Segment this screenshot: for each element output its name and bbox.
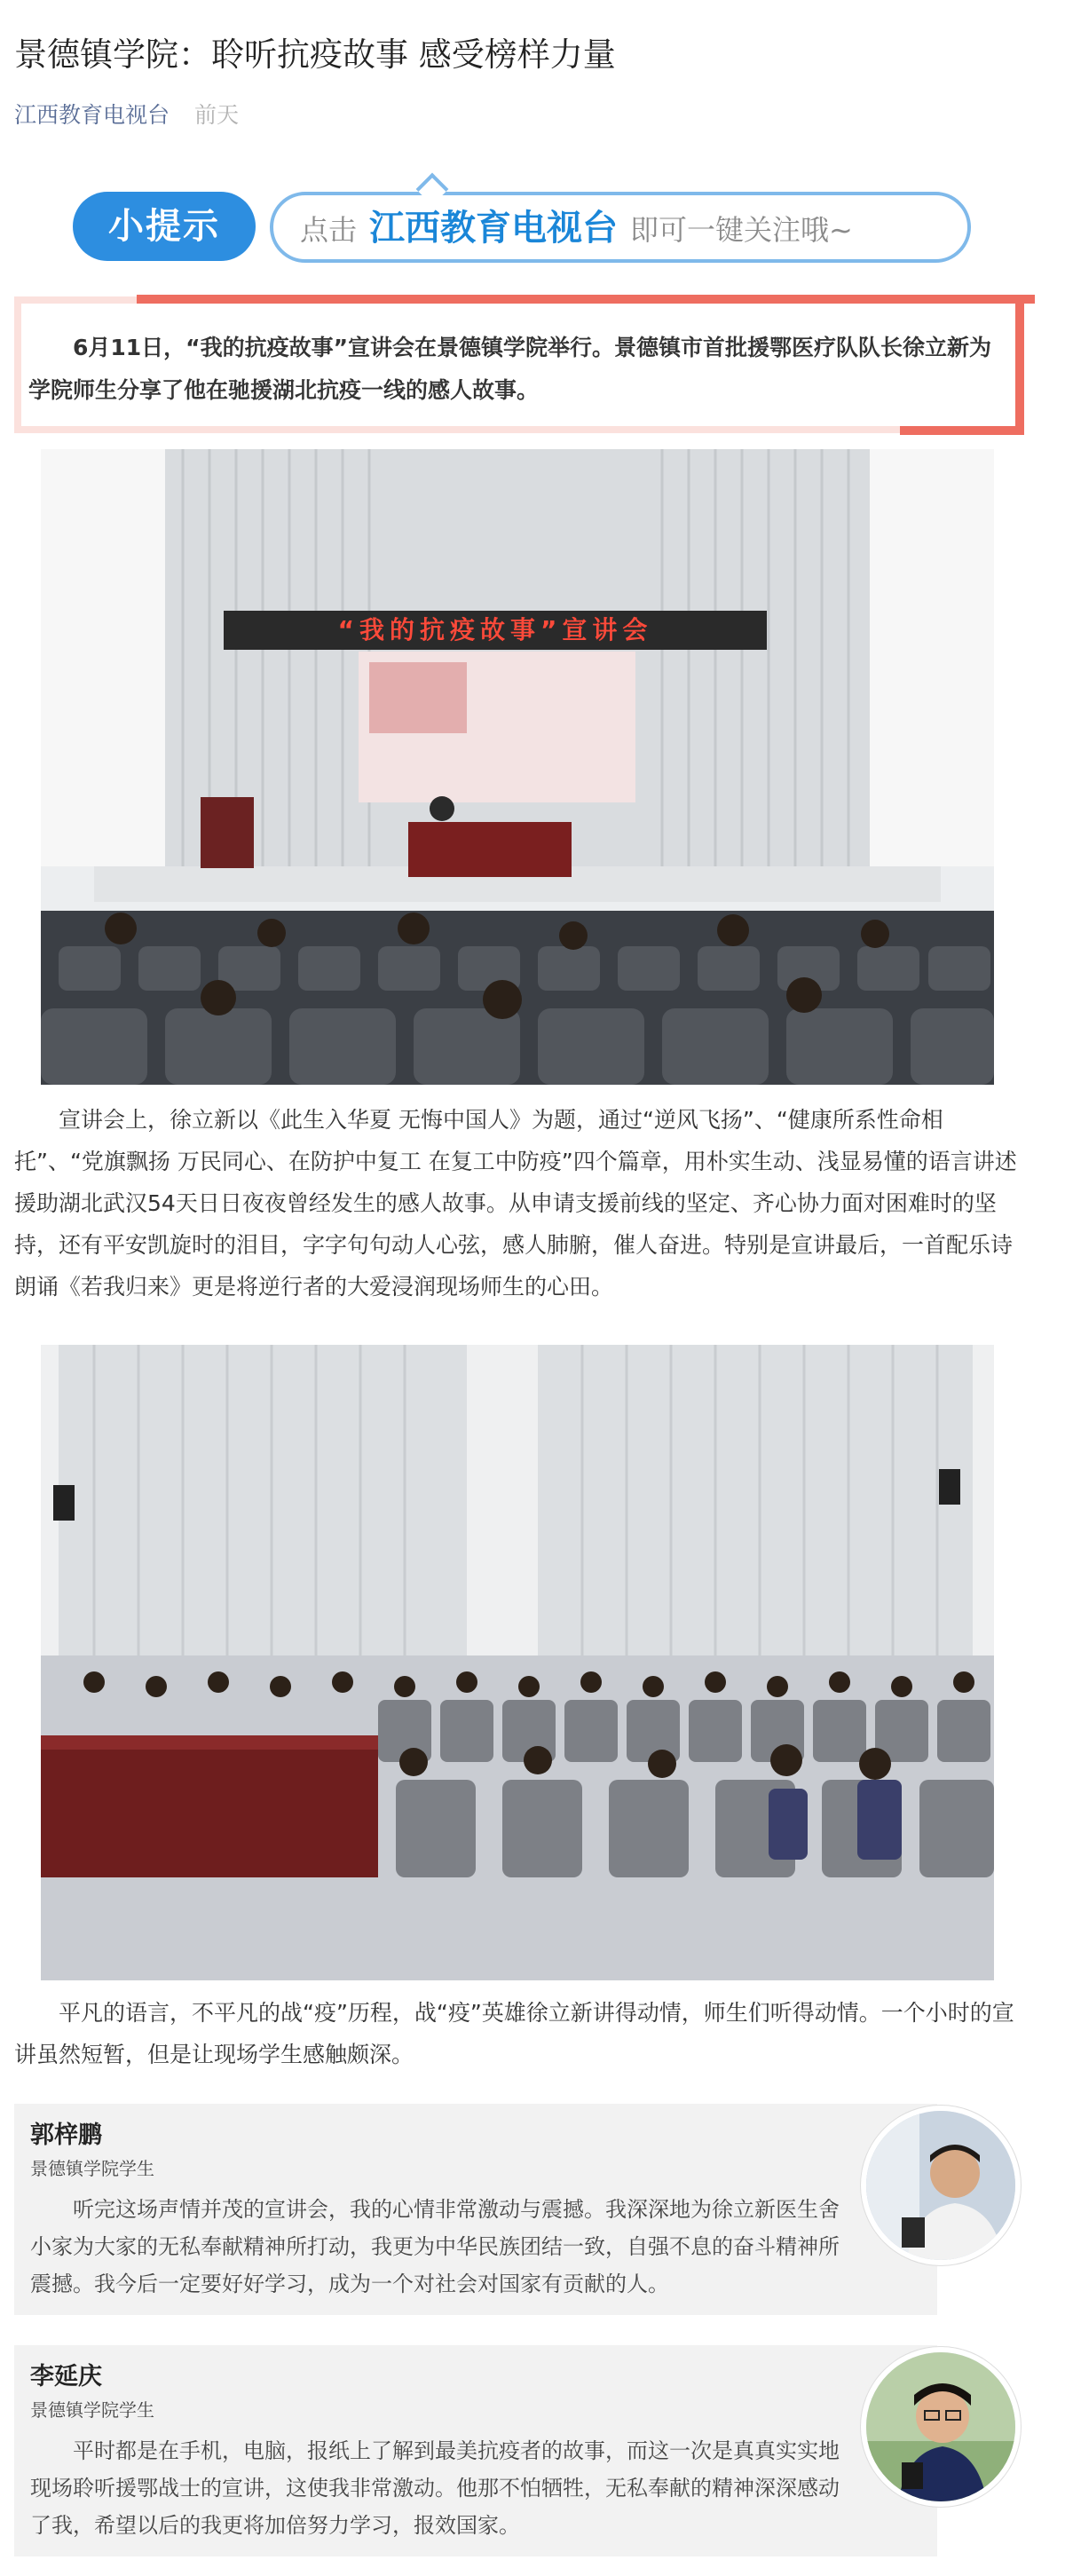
student-quote: 平时都是在手机，电脑，报纸上了解到最美抗疫者的故事，而这一次是真真实实地现场聆听援鄂战士的宣讲，这使我非常激动。他那不怕牺牲，无私奉献的精神深深感动了我，希望以后的我更将加倍努力学习，报效国家。 (30, 2438, 840, 2538)
tip-suffix: 即可一键关注哦~ (630, 213, 853, 247)
tip-prefix: 点击 (300, 213, 358, 247)
tip-brand: 江西教育电视台 (369, 208, 619, 249)
avatar-portrait (866, 2111, 1015, 2260)
student-name: 李延庆 (30, 2363, 102, 2390)
lecture-stage-illustration (41, 449, 994, 1085)
publish-time: 前天 (193, 102, 239, 128)
body-paragraph: 宣讲会上，徐立新以《此生入华夏 无悔中国人》为题，通过“逆风飞扬”、“健康所系性命相托”、“党旗飘扬 万民同心、在防护中复工 在复工中防疫”四个篇章，用朴实生动、浅显易懂的语言讲述援助湖北武汉54天日日夜夜曾经发生的感人故事。从申请支援前线的坚定、齐心协力面对困难时的坚持，还有平安凯旋时的泪目，字字句句动人心弦，感人肺腑，催人奋进。特别是宣讲最后，一首配乐诗朗诵《若我归来》更是将逆行者的大爱浸润现场师生的心田。 (14, 1107, 1017, 1300)
article-title: 景德镇学院：聆听抗疫故事 感受榜样力量 (14, 36, 616, 74)
stage-banner-text: “我的抗疫故事”宣讲会 (337, 615, 653, 644)
body-paragraph: 平凡的语言，不平凡的战“疫”历程，战“疫”英雄徐立新讲得动情，师生们听得动情。一个小时的宣讲虽然短暂，但是让现场学生感触颇深。 (14, 2000, 1014, 2067)
tip-text (300, 204, 853, 254)
student-quote-card (14, 2345, 937, 2556)
article-meta (14, 98, 239, 133)
lead-box (14, 296, 1022, 433)
photo-audience[interactable] (41, 1345, 994, 1980)
student-quote: 听完这场声情并茂的宣讲会，我的心情非常激动与震撼。我深深地为徐立新医生舍小家为大家的无私奉献精神所打动，我更为中华民族团结一致，自强不息的奋斗精神所震撼。我今后一定要好好学习，成为一个对社会对国家有贡献的人。 (30, 2197, 840, 2296)
avatar (861, 2106, 1021, 2265)
student-name: 郭梓鹏 (30, 2122, 102, 2149)
follow-tip-banner[interactable] (73, 178, 969, 270)
lead-accent-bottom (900, 426, 1024, 435)
tip-pill (270, 192, 971, 263)
student-quote-card (14, 2104, 937, 2315)
avatar (861, 2347, 1021, 2507)
lead-accent-top (137, 295, 1035, 304)
source-link[interactable]: 江西教育电视台 (14, 102, 170, 128)
audience-illustration (41, 1345, 994, 1980)
photo-lecture-stage[interactable] (41, 449, 994, 1085)
tip-badge: 小提示 (73, 192, 256, 261)
avatar-portrait (866, 2352, 1015, 2501)
lead-accent-right (1015, 295, 1024, 428)
lead-text: 6月11日，“我的抗疫故事”宣讲会在景德镇学院举行。景德镇市首批援鄂医疗队队长徐立新为学院师生分享了他在驰援湖北抗疫一线的感人故事。 (28, 335, 992, 403)
student-role: 景德镇学院学生 (30, 2399, 154, 2421)
student-role: 景德镇学院学生 (30, 2158, 154, 2179)
